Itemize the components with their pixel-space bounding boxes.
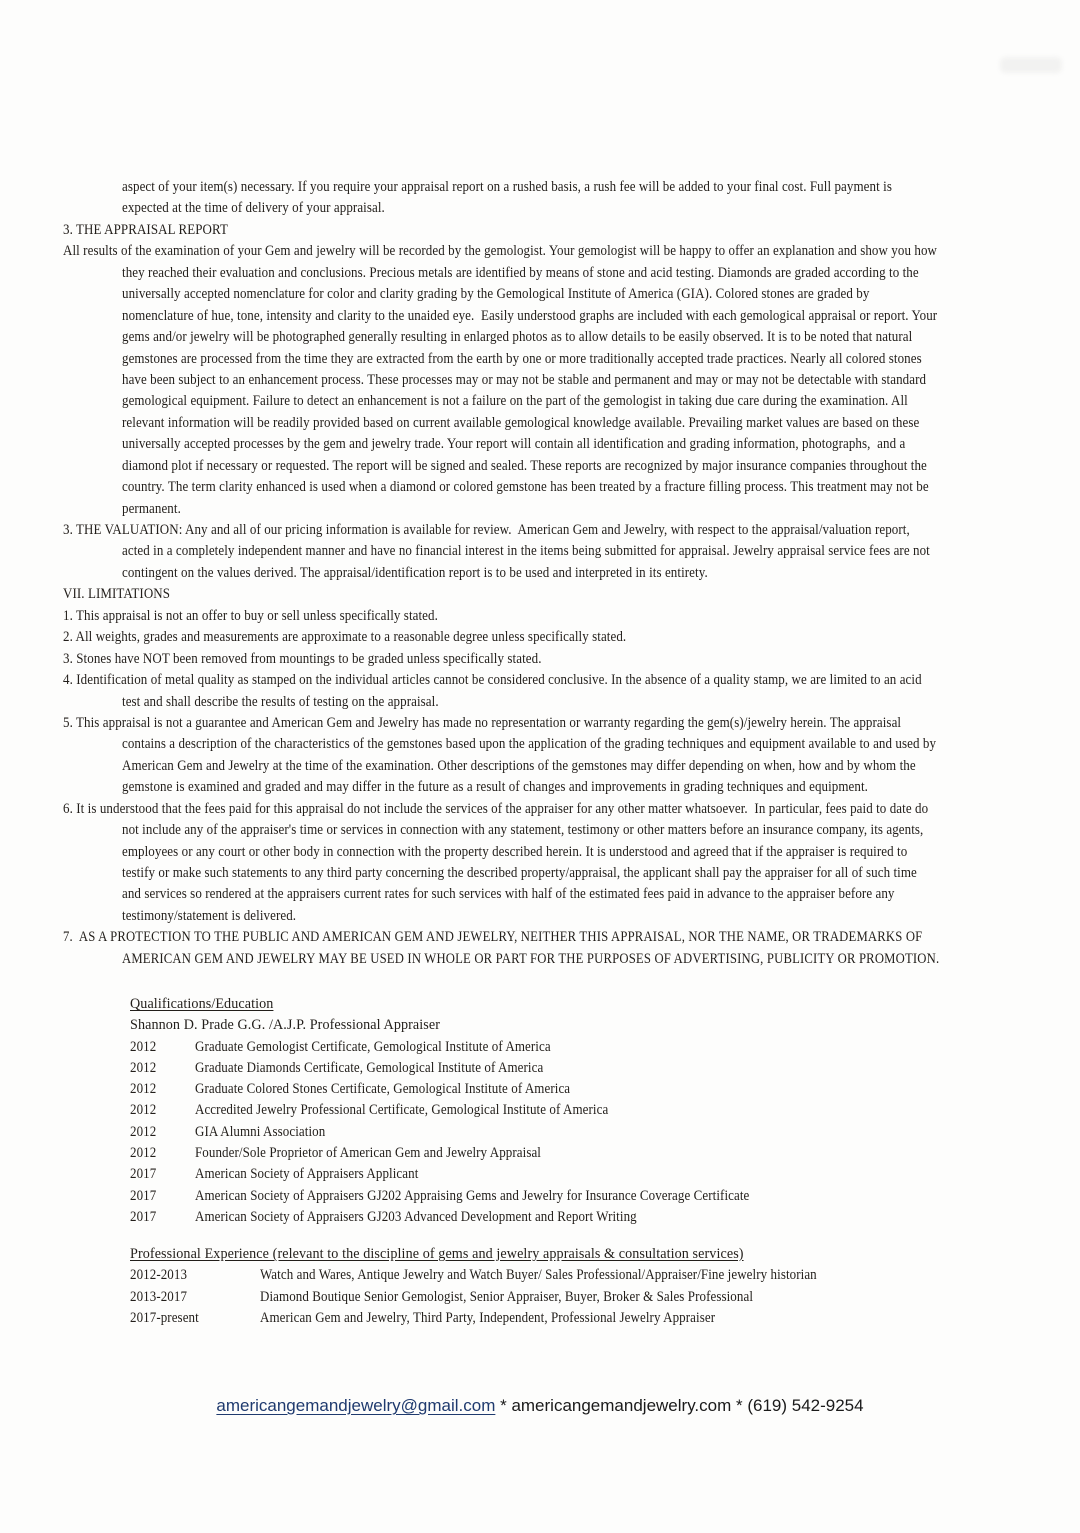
email-link[interactable]: americangemandjewelry@gmail.com <box>216 1396 496 1415</box>
appraiser-name-text: Shannon D. Prade G.G. /A.J.P. Professional Appraiser <box>130 1016 441 1034</box>
qualification-year: 2012 <box>130 1037 157 1055</box>
experience-period: 2017-present <box>130 1308 199 1326</box>
terms-line-text: gemstones are processed from the time they are extracted from the earth by one or more traditionally accepted trade practices. Nearly all colored stones <box>122 349 922 367</box>
experience-list <box>130 1264 1030 1328</box>
terms-line <box>63 669 1048 690</box>
qualification-year: 2012 <box>130 1122 157 1140</box>
terms-line-text: acted in a completely independent manner and have no financial interest in the items being submitted for appraisal. Jewelry appraisal service fees are not <box>122 542 930 560</box>
qualification-year: 2017 <box>130 1207 157 1225</box>
experience-period: 2013-2017 <box>130 1287 188 1305</box>
terms-line <box>63 348 1048 369</box>
terms-line-text: testimony/statement is delivered. <box>122 906 297 924</box>
terms-line <box>63 326 1048 347</box>
experience-text: American Gem and Jewelry, Third Party, Independent, Professional Jewelry Appraiser <box>260 1308 716 1326</box>
qualification-entry <box>130 1121 1030 1142</box>
terms-line <box>63 390 1048 411</box>
experience-section <box>130 1243 1030 1328</box>
terms-line-text: universally accepted processes by the gem and jewelry trade. Your report will contain all identification and grading information, photographs, and a <box>122 435 906 453</box>
terms-line-text: 2. All weights, grades and measurements are approximate to a reasonable degree unless specifically stated. <box>63 628 627 646</box>
terms-line <box>63 605 1048 626</box>
qualification-text: Graduate Diamonds Certificate, Gemological Institute of America <box>195 1058 544 1076</box>
terms-line <box>63 948 1048 969</box>
terms-line <box>63 433 1048 454</box>
terms-line <box>63 369 1048 390</box>
terms-line-text: relevant information will be readily provided based on current available gemological knowledge available. Prevailing market values are based on these <box>122 413 920 431</box>
terms-line <box>63 648 1048 669</box>
qualification-entry <box>130 1142 1030 1163</box>
qualification-year: 2012 <box>130 1101 157 1119</box>
qualification-year: 2012 <box>130 1080 157 1098</box>
qualification-year: 2017 <box>130 1186 157 1204</box>
qualification-year: 2017 <box>130 1165 157 1183</box>
terms-line-text: test and shall describe the results of testing on the appraisal. <box>122 692 439 710</box>
qualification-text: GIA Alumni Association <box>195 1122 326 1140</box>
terms-line-text: expected at the time of delivery of your appraisal. <box>122 199 385 217</box>
terms-line-text: not include any of the appraiser's time or services in connection with any statement, testimony or other matters before an insurance company, its agents, <box>122 821 924 839</box>
qualifications-heading-text: Qualifications/Education <box>130 995 274 1012</box>
terms-line-text: nomenclature of hue, tone, intensity and clarity to the unaided eye. Easily understood graphs are included with each gemological appraisal or report. Your <box>122 306 938 324</box>
experience-heading-text: Professional Experience (relevant to the discipline of gems and jewelry appraisals & consultation services) <box>130 1245 744 1262</box>
terms-line <box>63 691 1048 712</box>
qualifications-list <box>130 1036 1030 1228</box>
terms-line <box>63 562 1048 583</box>
terms-line-text: gemological equipment. Failure to detect an enhancement is not a failure on the part of the gemologist in taking due care during the examination. All <box>122 392 908 410</box>
terms-line <box>63 883 1048 904</box>
qualification-text: American Society of Appraisers GJ203 Advanced Development and Report Writing <box>195 1207 637 1225</box>
qualification-year: 2012 <box>130 1144 157 1162</box>
terms-line-text: gemstone is examined and graded and may differ in the future as a result of changes and improvements in grading techniques and equipment. <box>122 778 869 796</box>
qualifications-heading <box>130 993 1030 1014</box>
qualification-text: American Society of Appraisers GJ202 Appraising Gems and Jewelry for Insurance Coverage Certificate <box>195 1186 750 1204</box>
terms-line-text: 5. This appraisal is not a guarantee and American Gem and Jewelry has made no representation or warranty regarding the gem(s)/jewelry herein. The appraisal <box>63 713 902 731</box>
qualification-entry <box>130 1185 1030 1206</box>
terms-line <box>63 776 1048 797</box>
terms-line <box>63 540 1048 561</box>
experience-text: Watch and Wares, Antique Jewelry and Watch Buyer/ Sales Professional/Appraiser/Fine jewelry historian <box>260 1266 817 1284</box>
terms-line-text: they reached their evaluation and conclusions. Precious metals are identified by means of stone and acid testing. Diamonds are graded according to the <box>122 263 919 281</box>
terms-line <box>63 841 1048 862</box>
terms-line <box>63 240 1048 261</box>
terms-line-text: 3. THE APPRAISAL REPORT <box>63 220 228 238</box>
terms-line <box>63 712 1048 733</box>
experience-heading <box>130 1243 1030 1264</box>
footer-separator-1: * <box>495 1396 512 1415</box>
terms-line-text: American Gem and Jewelry at the time of the examination. Other descriptions of the gemstones may differ depending on when, how and by whom the <box>122 756 916 774</box>
terms-line-text: 1. This appraisal is not an offer to buy or sell unless specifically stated. <box>63 606 438 624</box>
qualification-text: American Society of Appraisers Applicant <box>195 1165 419 1183</box>
experience-period: 2012-2013 <box>130 1266 188 1284</box>
terms-line-text: All results of the examination of your Gem and jewelry will be recorded by the gemologist. Your gemologist will be happy to offer an explanation and show you how <box>63 242 937 260</box>
terms-line-text: diamond plot if necessary or requested. The report will be signed and sealed. These reports are recognized by major insurance companies throughout the <box>122 456 927 474</box>
terms-line <box>63 283 1048 304</box>
terms-line-text: contingent on the values derived. The appraisal/identification report is to be used and interpreted in its entirety. <box>122 563 708 581</box>
terms-line <box>63 862 1048 883</box>
terms-line <box>63 412 1048 433</box>
terms-line-text: and services so rendered at the appraisers current rates for such services with half of the estimated fees paid in advance to the appraiser before any <box>122 885 895 903</box>
terms-line <box>63 905 1048 926</box>
qualification-text: Accredited Jewelry Professional Certificate, Gemological Institute of America <box>195 1101 609 1119</box>
terms-line <box>63 798 1048 819</box>
terms-line-text: permanent. <box>122 499 181 517</box>
terms-line-text: 6. It is understood that the fees paid for this appraisal do not include the services of the appraiser for any other matter whatsoever. In particular, fees paid to date do <box>63 799 929 817</box>
terms-line <box>63 498 1048 519</box>
terms-line <box>63 176 1048 197</box>
terms-line-text: aspect of your item(s) necessary. If you require your appraisal report on a rushed basis, a rush fee will be added to your final cost. Full payment is <box>122 178 892 195</box>
terms-line <box>63 305 1048 326</box>
terms-line <box>63 819 1048 840</box>
terms-line-text: 4. Identification of metal quality as stamped on the individual articles cannot be considered conclusive. In the absence of a quality stamp, we are limited to an acid <box>63 671 922 689</box>
qualification-entry <box>130 1078 1030 1099</box>
qualification-entry <box>130 1099 1030 1120</box>
terms-line-text: contains a description of the characteristics of the gemstones based upon the application of the grading techniques and equipment available to and used by <box>122 735 937 753</box>
terms-text <box>63 176 1048 969</box>
terms-line-text: have been subject to an enhancement process. These processes may or may not be stable and permanent and may or may not be detectable with standard <box>122 370 927 388</box>
terms-line-text: VII. LIMITATIONS <box>63 585 171 603</box>
terms-line-text: employees or any court or other body in connection with the property described herein. It is understood and agreed that if the appraiser is required to <box>122 842 908 860</box>
qualifications-section <box>130 993 1030 1227</box>
experience-entry <box>130 1264 1030 1285</box>
terms-line-text: testify or make such statements to any third party concerning the described property/appraisal, the applicant shall pay the appraiser for all of such time <box>122 864 917 881</box>
terms-line <box>63 926 1048 947</box>
terms-line <box>63 519 1048 540</box>
terms-line-text: 7. AS A PROTECTION TO THE PUBLIC AND AMERICAN GEM AND JEWELRY, NEITHER THIS APPRAISAL, NOR THE NAME, OR TRADEMARKS OF <box>63 929 923 946</box>
terms-line <box>63 262 1048 283</box>
appraiser-name-line <box>130 1014 1030 1035</box>
scan-artifact <box>1000 57 1062 73</box>
terms-line-text: 3. THE VALUATION: Any and all of our pricing information is available for review. American Gem and Jewelry, with respect to the appraisal/valuation report, <box>63 521 910 538</box>
terms-line <box>63 455 1048 476</box>
terms-line <box>63 733 1048 754</box>
qualification-entry <box>130 1206 1030 1227</box>
qualification-entry <box>130 1163 1030 1184</box>
qualification-text: Founder/Sole Proprietor of American Gem and Jewelry Appraisal <box>195 1144 542 1162</box>
footer-contact-line <box>0 1396 1080 1416</box>
footer-separator-2: * <box>731 1396 748 1415</box>
qualification-year: 2012 <box>130 1058 157 1076</box>
terms-line <box>63 626 1048 647</box>
terms-line <box>63 755 1048 776</box>
terms-line-text: country. The term clarity enhanced is used when a diamond or colored gemstone has been treated by a fracture filling process. This treatment may not be <box>122 478 929 496</box>
terms-line-text: universally accepted nomenclature for color and clarity grading by the Gemological Institute of America (GIA). Colored stones are graded by <box>122 285 870 303</box>
terms-line-text: 3. Stones have NOT been removed from mountings to be graded unless specifically stated. <box>63 649 542 667</box>
experience-entry <box>130 1286 1030 1307</box>
terms-line <box>63 219 1048 240</box>
qualification-entry <box>130 1057 1030 1078</box>
terms-line <box>63 476 1048 497</box>
qualification-text: Graduate Colored Stones Certificate, Gemological Institute of America <box>195 1080 571 1098</box>
terms-line <box>63 197 1048 218</box>
terms-line <box>63 583 1048 604</box>
experience-entry <box>130 1307 1030 1328</box>
terms-line-text: AMERICAN GEM AND JEWELRY MAY BE USED IN WHOLE OR PART FOR THE PURPOSES OF ADVERTISING, PUBLICITY OR PROMOTION. <box>122 950 940 967</box>
website-text: americangemandjewelry.com <box>511 1396 732 1415</box>
phone-text: (619) 542-9254 <box>747 1396 864 1415</box>
qualification-entry <box>130 1036 1030 1057</box>
qualification-text: Graduate Gemologist Certificate, Gemological Institute of America <box>195 1037 551 1055</box>
terms-line-text: gems and/or jewelry will be photographed generally resulting in enlarged photos as to allow details to be easily observed. It is to be noted that natural <box>122 328 913 346</box>
experience-text: Diamond Boutique Senior Gemologist, Senior Appraiser, Buyer, Broker & Sales Professional <box>260 1287 754 1305</box>
